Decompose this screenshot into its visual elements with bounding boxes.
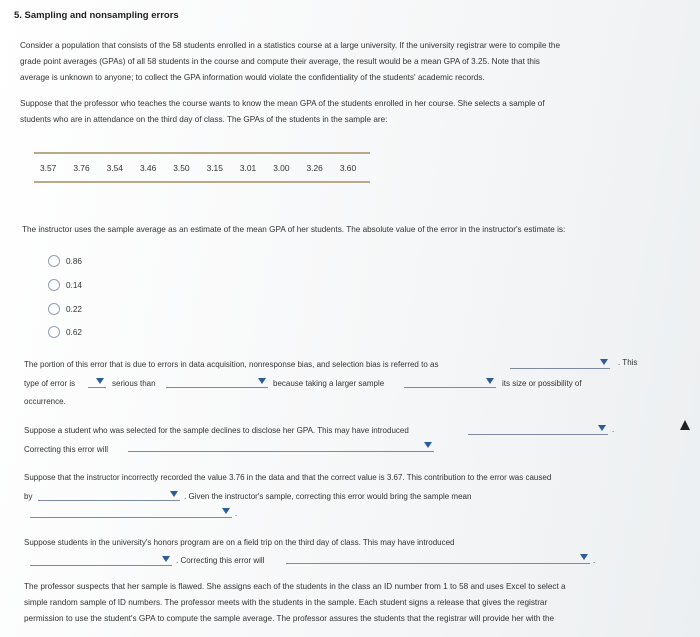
gpa-value: 3.26 xyxy=(306,163,323,173)
serious-than-text: serious than xyxy=(112,379,156,388)
given-sample-text: . Given the instructor's sample, correcting this error would bring the sample mean xyxy=(184,492,472,501)
decline-text: Suppose a student who was selected for the sample declines to disclose her GPA. This may have introduced xyxy=(24,426,409,435)
intro-line: grade point averages (GPAs) of all 58 students in the course and compute their average, the result would be a mean GPA of 3.25. Note that this xyxy=(20,57,540,66)
chevron-down-icon xyxy=(598,425,606,431)
question-title: 5. Sampling and nonsampling errors xyxy=(14,10,179,21)
size-text: its size or possibility of xyxy=(502,379,582,388)
chevron-down-icon xyxy=(600,359,608,365)
chevron-down-icon xyxy=(170,491,178,497)
by-text: by xyxy=(24,492,33,501)
period-text: . xyxy=(235,509,238,518)
gpa-table-top-rule xyxy=(34,152,370,154)
period-text: . xyxy=(612,425,615,434)
gpa-value: 3.01 xyxy=(239,163,257,173)
sample-mean-dropdown[interactable] xyxy=(30,507,232,518)
gpa-value: 3.76 xyxy=(73,163,90,173)
chevron-down-icon xyxy=(258,378,266,384)
decline-error-dropdown[interactable] xyxy=(468,424,608,435)
option-label: 0.86 xyxy=(66,256,82,266)
radio-button[interactable] xyxy=(48,303,60,315)
chevron-down-icon xyxy=(96,378,104,384)
intro-line: Consider a population that consists of the 58 students enrolled in a statistics course at a large university. If the university registrar were to compile the xyxy=(20,41,561,50)
sample-paragraph xyxy=(20,96,660,128)
honors-correction-dropdown[interactable] xyxy=(286,553,590,564)
answer-option[interactable] xyxy=(48,255,82,267)
followup-line: The professor suspects that her sample is flawed. She assigns each of the students in the class an ID number from 1 to 58 and uses Excel to select a xyxy=(24,582,566,591)
gpa-table-bottom-rule xyxy=(34,181,370,183)
error-type-dropdown[interactable] xyxy=(510,358,610,369)
sample-line: students who are in attendance on the third day of class. The GPAs of the students in the sample are: xyxy=(20,115,388,124)
severity-dropdown[interactable] xyxy=(88,377,106,388)
comparison-dropdown[interactable] xyxy=(166,377,268,388)
answer-option[interactable] xyxy=(48,303,82,315)
chevron-down-icon xyxy=(222,508,230,514)
gpa-value: 3.57 xyxy=(40,163,57,173)
honors-text: Suppose students in the university's honors program are on a field trip on the third day of class. This may have introduced xyxy=(24,538,455,547)
sample-effect-dropdown[interactable] xyxy=(404,377,496,388)
answer-option[interactable] xyxy=(48,326,82,338)
followup-paragraph xyxy=(24,579,674,627)
this-text: . This xyxy=(618,358,638,367)
correcting-text: Correcting this error will xyxy=(24,445,109,454)
honors-error-dropdown[interactable] xyxy=(30,555,172,566)
error-type-text: type of error is xyxy=(24,379,76,388)
answer-option[interactable] xyxy=(48,279,82,291)
recorded-value-text: Suppose that the instructor incorrectly recorded the value 3.76 in the data and that the correct value is 3.67. This contribution to the error was caused xyxy=(24,473,552,482)
occurrence-text: occurrence. xyxy=(24,397,66,406)
gpa-value: 3.00 xyxy=(273,163,290,173)
option-label: 0.22 xyxy=(66,304,82,314)
followup-line: simple random sample of ID numbers. The professor meets with the students in the sample. Each student signs a release that gives the registrar xyxy=(24,598,548,607)
sample-line: Suppose that the professor who teaches the course wants to know the mean GPA of the students enrolled in her course. She selects a sample of xyxy=(20,99,545,108)
intro-line: average is unknown to anyone; to collect the GPA information would violate the confidentiality of the students' academic records. xyxy=(20,73,485,82)
cause-dropdown[interactable] xyxy=(38,490,180,501)
gpa-table xyxy=(40,163,373,173)
error-question: The instructor uses the sample average as an estimate of the mean GPA of her students. The absolute value of the error in the instructor's estimate is: xyxy=(22,225,566,234)
radio-button[interactable] xyxy=(48,326,60,338)
option-label: 0.62 xyxy=(66,327,82,337)
option-label: 0.14 xyxy=(66,280,82,290)
larger-sample-text: because taking a larger sample xyxy=(273,379,385,388)
mouse-cursor-icon xyxy=(680,420,690,430)
gpa-value: 3.46 xyxy=(139,163,157,173)
decline-correction-dropdown[interactable] xyxy=(128,441,434,452)
correcting-text: . Correcting this error will xyxy=(176,556,265,565)
followup-line: permission to use the student's GPA to compute the sample average. The professor assures the students that the registrar will provide her with the xyxy=(24,614,555,623)
chevron-down-icon xyxy=(424,442,432,448)
error-portion-text: The portion of this error that is due to errors in data acquisition, nonresponse bias, and selection bias is referred to as xyxy=(24,360,439,369)
period-text: . xyxy=(593,556,596,565)
chevron-down-icon xyxy=(486,378,494,384)
chevron-down-icon xyxy=(580,554,588,560)
gpa-value: 3.15 xyxy=(206,163,223,173)
radio-button[interactable] xyxy=(48,279,60,291)
radio-button[interactable] xyxy=(48,255,60,267)
gpa-value: 3.54 xyxy=(106,163,123,173)
intro-paragraph xyxy=(20,38,660,86)
chevron-down-icon xyxy=(162,556,170,562)
gpa-value: 3.60 xyxy=(339,163,357,173)
gpa-value: 3.50 xyxy=(173,163,190,173)
